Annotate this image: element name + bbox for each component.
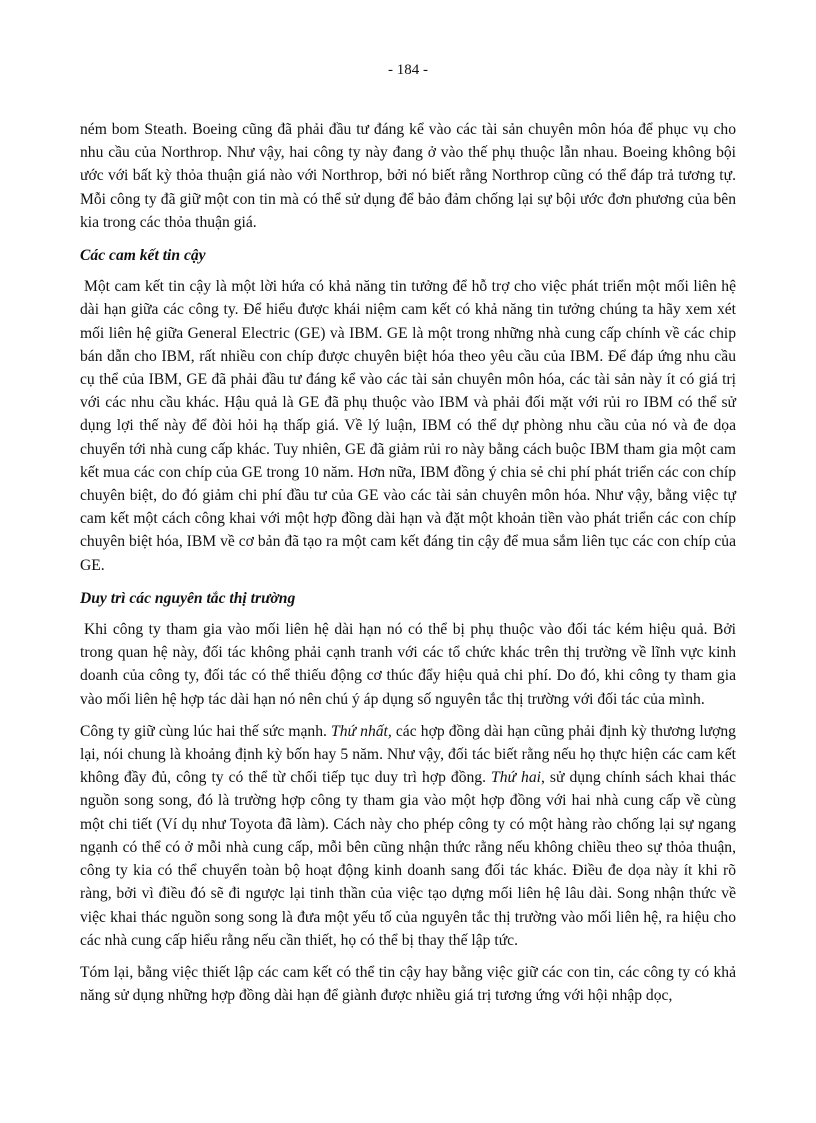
paragraph-summary: Tóm lại, bằng việc thiết lập các cam kết có thể tin cậy hay bằng việc giữ các con tin, các công ty có khả năng sử dụng những hợp đồng dài hạn để giành được nhiều giá trị tương ứng với hội nhập dọc, (80, 963, 736, 1005)
section-heading-market-discipline: Duy trì các nguyên tắc thị trường (80, 589, 296, 607)
document-body (80, 118, 736, 1016)
section-heading-credible-commitments: Các cam kết tin cậy (80, 247, 206, 265)
paragraph-two-strengths-part1: Công ty giữ cùng lúc hai thế sức mạnh. (80, 722, 332, 740)
paragraph-market-discipline: Khi công ty tham gia vào mối liên hệ dài hạn nó có thể bị phụ thuộc vào đối tác kém hiệu quả. Bởi trong quan hệ này, đối tác không phải cạnh tranh với các tổ chức khác trên thị trường về lĩnh vực kinh doanh của công ty, đối tác có thể thiếu động cơ thúc đẩy hiệu quả chi phí. Do đó, khi công ty tham gia vào mối liên hệ hợp tác dài hạn nó nên chú ý áp dụng số nguyên tắc thị trường với đối tác của mình. (80, 621, 736, 708)
paragraph-intro: ném bom Steath. Boeing cũng đã phải đầu tư đáng kể vào các tài sản chuyên môn hóa để phục vụ cho nhu cầu của Northrop. Như vậy, hai công ty này đang ở vào thế phụ thuộc lẫn nhau. Boeing không bội ước với bất kỳ thỏa thuận giá nào với Northrop, bởi nó biết rằng Northrop cũng có thể đáp trả tương tự. Mỗi công ty đã giữ một con tin mà có thể sử dụng để bảo đảm chống lại sự bội ước đơn phương của bên kia trong các thỏa thuận giá. (80, 121, 736, 231)
paragraph-two-strengths-part3: , sử dụng chính sách khai thác nguồn song song, đó là trường hợp công ty tham gia vào một hợp đồng với hai nhà cung cấp về cùng một chi tiết (Ví dụ như Toyota đã làm). Cách này cho phép công ty có một hàng rào chống lại sự ngang ngạnh có thể có ở mỗi nhà cung cấp, mỗi bên cũng nhận thức rằng nếu không chiều theo sự thỏa thuận, công ty kia có thể chuyển toàn bộ hoạt động kinh doanh sang đối tác khác. Điều đe dọa này ít khi rõ ràng, bởi vì điều đó sẽ đi ngược lại tinh thần của việc tạo dựng mối liên hệ lâu dài. Song nhận thức về việc khai thác nguồn song song là đưa một yếu tố của nguyên tắc thị trường vào mối liên hệ, ra hiệu cho các nhà cung cấp hiểu rằng nếu cần thiết, họ có thể bị thay thế lập tức. (80, 769, 736, 949)
paragraph-two-strengths-part2: các hợp đồng dài hạn cũng phải định kỳ thương lượng lại, nói chung là khoảng định kỳ bốn hay 5 năm. Như vậy, đối tác biết rằng nếu họ thực hiện các cam kết không đầy đủ, công ty có thể từ chối tiếp tục duy trì hợp đồng. (80, 722, 736, 787)
second-point-label: Thứ hai (491, 769, 541, 787)
paragraph-credible-commitments: Một cam kết tin cậy là một lời hứa có khả năng tin tưởng để hỗ trợ cho việc phát triển một mối liên hệ dài hạn giữa các công ty. Để hiểu được khái niệm cam kết có khả năng tin tưởng chúng ta hãy xem xét mối liên hệ giữa General Electric (GE) và IBM. GE là một trong những nhà cung cấp chính về các chip bán dẫn cho IBM, rất nhiều con chíp được chuyên biệt hóa theo yêu cầu của IBM. Để đáp ứng nhu cầu cụ thể của IBM, GE đã phải đầu tư đáng kể vào các tài sản chuyên môn hóa, các tài sản này ít có giá trị với các nhu cầu khác. Hậu quả là GE đã phụ thuộc vào IBM và phải đối mặt với rủi ro IBM có thể sử dụng lợi thế này để đòi hỏi hạ thấp giá. Về lý luận, IBM có thể dự phòng nhu cầu của nó và đe dọa chuyển tới nhà cung cấp khác. Tuy nhiên, GE đã giảm rủi ro này bằng cách buộc IBM tham gia một cam kết mua các con chíp của GE trong 10 năm. Hơn nữa, IBM đồng ý chia sẻ chi phí phát triển các con chíp chuyên biệt, do đó giảm chi phí đầu tư của GE vào các tài sản chuyên môn hóa. Như vậy, bằng việc tự cam kết một cách công khai với một hợp đồng dài hạn và đặt một khoản tiền vào phát triển các con chíp chuyên biệt hóa, IBM về cơ bản đã tạo ra một cam kết đáng tin cậy để mua sắm liên tục các con chíp của GE. (80, 278, 736, 574)
page-number: - 184 - (388, 62, 428, 78)
paragraph-two-strengths (80, 720, 736, 952)
first-point-label: Thứ nhất, (331, 722, 392, 740)
